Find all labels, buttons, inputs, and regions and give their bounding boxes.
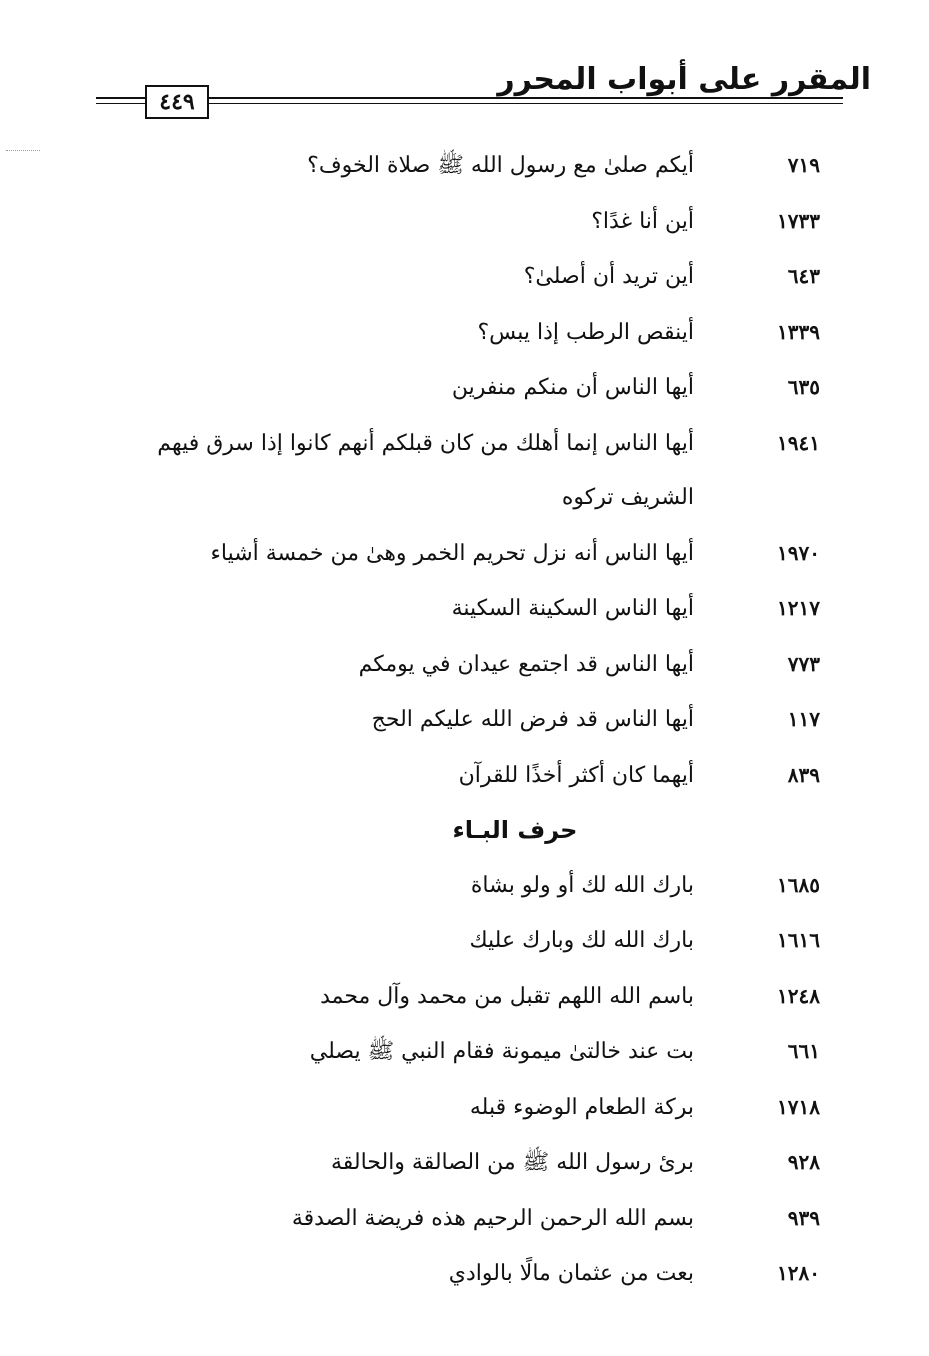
entry-text: أيها الناس أن منكم منفرين bbox=[451, 375, 694, 400]
index-entry bbox=[100, 1191, 820, 1247]
entry-text: أين تريد أن أصلىٰ؟ bbox=[523, 264, 694, 289]
entry-text: بارك الله لك وبارك عليك bbox=[469, 928, 694, 953]
index-entry bbox=[100, 913, 820, 969]
entry-text: أيكم صلىٰ مع رسول الله ﷺ صلاة الخوف؟ bbox=[307, 153, 694, 178]
index-entry bbox=[100, 692, 820, 748]
index-entry bbox=[100, 526, 820, 582]
entry-number: ١٧١٨ bbox=[777, 1094, 820, 1119]
index-entries bbox=[100, 138, 820, 1302]
entry-text: أينقص الرطب إذا يبس؟ bbox=[477, 319, 694, 345]
entry-text: بركة الطعام الوضوء قبله bbox=[469, 1094, 694, 1120]
index-entry bbox=[100, 249, 820, 305]
running-head-title: المقرر على أبواب المحرر bbox=[497, 62, 871, 97]
index-entry bbox=[100, 360, 820, 416]
entry-number: ١٢١٧ bbox=[777, 596, 820, 620]
entry-text: بعت من عثمان مالًا بالوادي bbox=[448, 1261, 694, 1286]
index-entry bbox=[100, 637, 820, 693]
entry-number: ١٧٣٣ bbox=[777, 208, 820, 233]
page-number: ٤٤٩ bbox=[145, 85, 209, 119]
entry-number: ١٦١٦ bbox=[777, 928, 820, 952]
margin-dotted-mark bbox=[6, 150, 40, 151]
entry-number: ١٢٤٨ bbox=[777, 983, 820, 1008]
section-heading: حرف البـاء bbox=[452, 816, 578, 844]
index-entry bbox=[100, 1080, 820, 1136]
index-entry bbox=[100, 416, 820, 472]
entry-text: أيها الناس السكينة السكينة bbox=[451, 596, 694, 621]
entry-text: أين أنا غدًا؟ bbox=[591, 208, 694, 234]
index-entry bbox=[100, 969, 820, 1025]
index-entry bbox=[100, 858, 820, 914]
index-entry bbox=[100, 1024, 820, 1080]
entry-number: ٩٢٨ bbox=[787, 1150, 820, 1174]
entry-text-continued: الشريف تركوه bbox=[561, 485, 694, 510]
entry-number: ١٢٨٠ bbox=[777, 1261, 820, 1285]
entry-number: ٦٤٣ bbox=[787, 264, 820, 288]
entry-text: أيها الناس قد فرض الله عليكم الحج bbox=[371, 707, 694, 732]
index-entry bbox=[100, 1246, 820, 1302]
entry-number: ٨٣٩ bbox=[787, 762, 820, 787]
entry-text: أيهما كان أكثر أخذًا للقرآن bbox=[458, 762, 694, 788]
entry-text: باسم الله اللهم تقبل من محمد وآل محمد bbox=[320, 983, 694, 1009]
entry-text: بارك الله لك أو ولو بشاة bbox=[470, 872, 694, 898]
entry-number: ٧١٩ bbox=[787, 153, 820, 177]
index-entry bbox=[100, 1135, 820, 1191]
page-header bbox=[0, 0, 929, 130]
index-entry bbox=[100, 138, 820, 194]
entry-number: ٧٧٣ bbox=[787, 651, 820, 676]
entry-number: ١٩٧٠ bbox=[777, 540, 820, 565]
index-entry bbox=[100, 581, 820, 637]
entry-text: برئ رسول الله ﷺ من الصالقة والحالقة bbox=[330, 1150, 694, 1175]
entry-number: ١٣٣٩ bbox=[777, 319, 820, 344]
entry-number: ٩٣٩ bbox=[787, 1205, 820, 1230]
entry-text: بت عند خالتىٰ ميمونة فقام النبي ﷺ يصلي bbox=[309, 1039, 694, 1064]
entry-number: ١٦٨٥ bbox=[777, 872, 820, 897]
index-entry bbox=[100, 194, 820, 250]
entry-text: أيها الناس قد اجتمع عيدان في يومكم bbox=[358, 651, 694, 677]
index-entry-continuation bbox=[100, 471, 820, 526]
index-entry bbox=[100, 748, 820, 804]
entry-text: أيها الناس أنه نزل تحريم الخمر وهىٰ من خمسة أشياء bbox=[210, 540, 694, 566]
entry-number: ٦٣٥ bbox=[787, 375, 820, 399]
entry-number: ٦٦١ bbox=[787, 1039, 820, 1063]
entry-number: ١١٧ bbox=[787, 707, 820, 731]
entry-text: أيها الناس إنما أهلك من كان قبلكم أنهم كانوا إذا سرق فيهم bbox=[157, 430, 694, 456]
entry-number: ١٩٤١ bbox=[777, 430, 820, 455]
entry-text: بسم الله الرحمن الرحيم هذه فريضة الصدقة bbox=[291, 1205, 694, 1231]
index-entry bbox=[100, 305, 820, 361]
